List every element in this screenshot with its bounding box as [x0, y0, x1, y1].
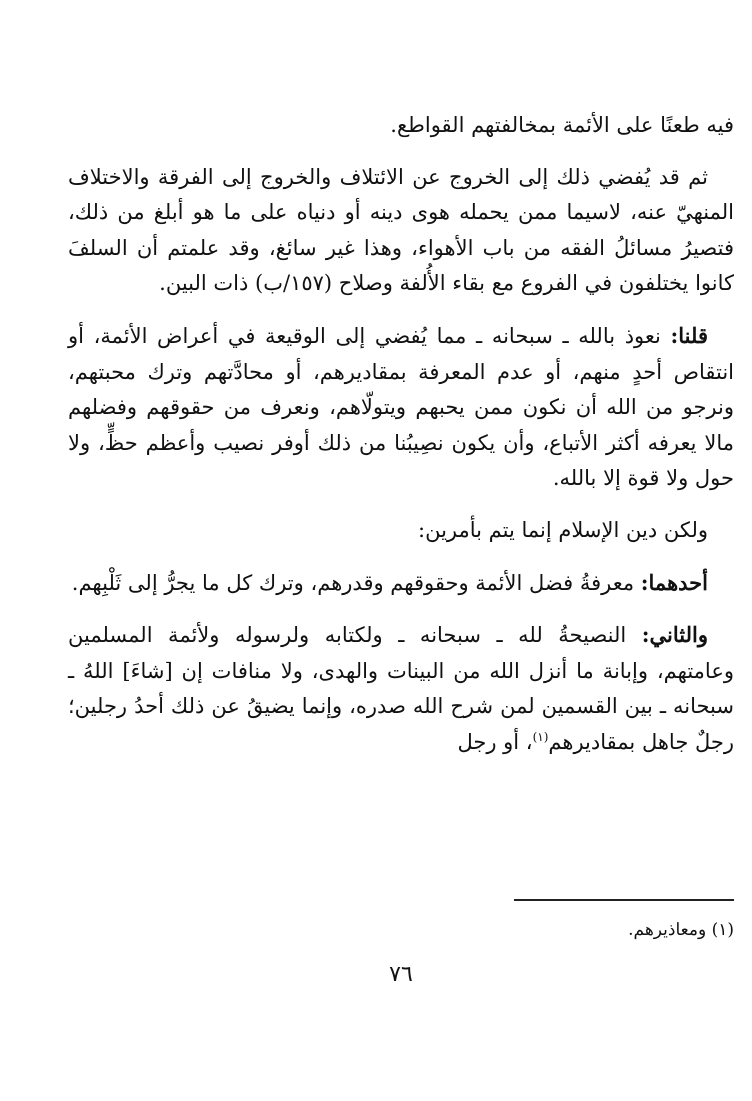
paragraph-3: [68, 318, 734, 497]
page-number: ٧٦: [389, 962, 413, 987]
footnote-1: (١) ومعاذيرهم.: [628, 920, 734, 940]
paragraph-4: ولكن دين الإسلام إنما يتم بأمرين:: [418, 517, 708, 542]
footnote-reference[interactable]: (١): [532, 729, 549, 744]
paragraph-1: فيه طعنًا على الأئمة بمخالفتهم القواطع.: [390, 113, 734, 137]
paragraph-6-lead: والثاني:: [641, 622, 708, 648]
footnote-divider: [514, 899, 734, 901]
paragraph-3-text: نعوذ بالله ـ سبحانه ـ مما يُفضي إلى الوقيعة في أعراض الأئمة، أو انتقاص أحدٍ منهم، أو عدم المعرفة بمقاديرهم، أو محادَّتهم وترك محبتهم، ونرجو من الله أن نكون ممن يحبهم ويتولّاهم، ونعرف من حقوقهم وفضلهم مالا يعرفه أكثر الأتباع، وأن يكون نصِيبُنا من ذلك أوفر نصيب وأعظم حظٍّ، ولا حول ولا قوة إلا بالله.: [68, 323, 734, 491]
paragraph-2: ثم قد يُفضي ذلك إلى الخروج عن الائتلاف والخروج إلى الفرقة والاختلاف المنهيّ عنه، لاسيما ممن يحمله هوى دينه أو دنياه على ما هو أبلغ من ذلك، فتصيرُ مسائلُ الفقه من باب الأهواء، وهذا غير سائغ، وقد علمتم أن السلفَ كانوا يختلفون في الفروع مع بقاء الأُلفة وصلاح (١٥٧/ب) ذات البين.: [68, 164, 734, 296]
paragraph-5-lead: أحدهما:: [640, 569, 708, 595]
paragraph-5-text: معرفةُ فضل الأئمة وحقوقهم وقدرهم، وترك كل ما يجرُّ إلى ثَلْبِهم.: [71, 570, 635, 595]
paragraph-6: [68, 617, 734, 760]
paragraph-3-lead: قلنا:: [670, 322, 708, 348]
paragraph-6-text: النصيحةُ لله ـ سبحانه ـ ولكتابه ولرسوله ولأئمة المسلمين وعامتهم، وإبانة ما أنزل الله من البينات والهدى، ولا منافات إن [شاءَ] اللهُ ـ سبحانه ـ بين القسمين لمن شرح الله صدره، وإنما يضيقُ عن ذلك أحدُ رجلين؛ رجلٌ جاهل بمقاديرهم: [68, 623, 734, 754]
book-page: [68, 108, 734, 1068]
paragraph-5: [68, 565, 734, 602]
paragraph-6-tail: ، أو رجل: [457, 729, 533, 754]
